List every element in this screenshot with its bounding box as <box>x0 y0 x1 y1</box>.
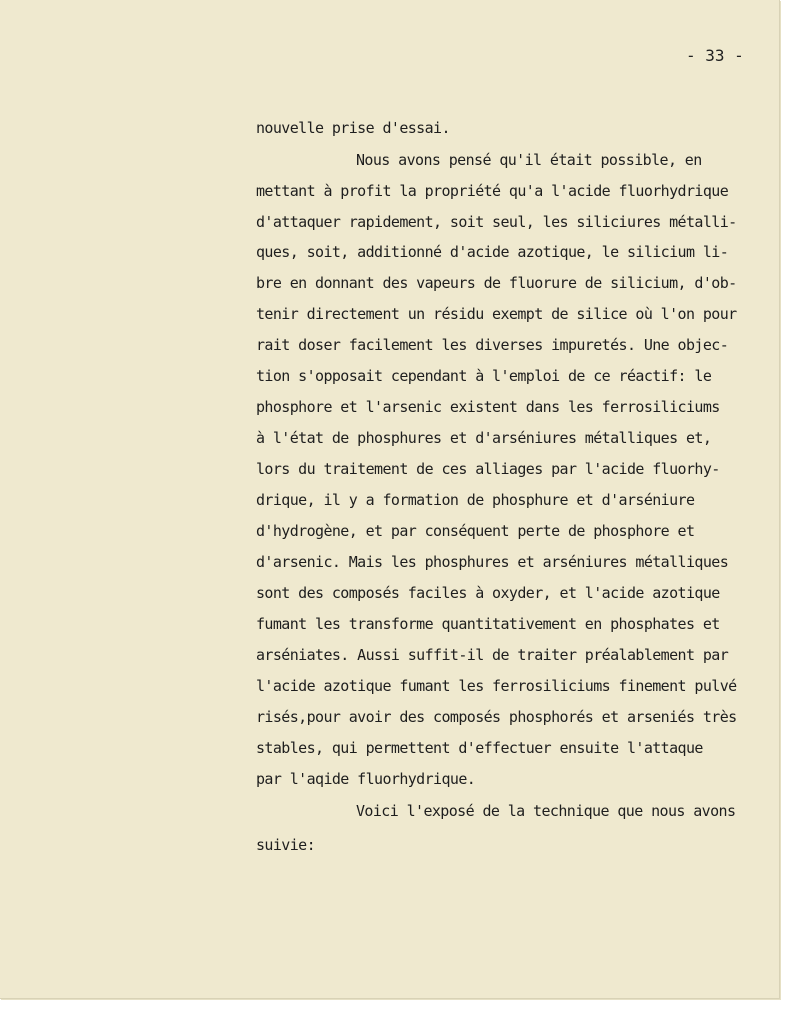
text-line: phosphore et l'arsenic existent dans les ferrosiliciums <box>256 398 720 416</box>
text-line: sont des composés faciles à oxyder, et l'acide azotique <box>256 584 720 602</box>
text-line: tenir directement un résidu exempt de silice où l'on pour <box>256 305 737 323</box>
text-line: risés,pour avoir des composés phosphorés et arseniés très <box>256 708 737 726</box>
text-line: Nous avons pensé qu'il était possible, en <box>356 151 702 169</box>
text-line: mettant à profit la propriété qu'a l'acide fluorhydrique <box>256 182 729 200</box>
text-line: d'attaquer rapidement, soit seul, les siliciures métalli- <box>256 213 737 231</box>
text-line: fumant les transforme quantitativement en phosphates et <box>256 615 720 633</box>
text-line: bre en donnant des vapeurs de fluorure de silicium, d'ob- <box>256 274 737 292</box>
page-number: - 33 - <box>686 46 744 65</box>
text-line: lors du traitement de ces alliages par l'acide fluorhy- <box>256 460 720 478</box>
text-line: Voici l'exposé de la technique que nous avons <box>356 802 736 820</box>
text-line: d'arsenic. Mais les phosphures et arséniures métalliques <box>256 553 729 571</box>
text-line: à l'état de phosphures et d'arséniures métalliques et, <box>256 429 712 447</box>
text-line: tion s'opposait cependant à l'emploi de ce réactif: le <box>256 367 712 385</box>
text-line: l'acide azotique fumant les ferrosiliciums finement pulvé <box>256 677 737 695</box>
text-line: drique, il y a formation de phosphure et d'arséniure <box>256 491 695 509</box>
text-line: par l'aqide fluorhydrique. <box>256 770 476 788</box>
text-line: d'hydrogène, et par conséquent perte de phosphore et <box>256 522 695 540</box>
text-line: stables, qui permettent d'effectuer ensuite l'attaque <box>256 739 703 757</box>
text-line: arséniates. Aussi suffit-il de traiter préalablement par <box>256 646 729 664</box>
text-line: suivie: <box>256 836 316 854</box>
text-line: ques, soit, additionné d'acide azotique, le silicium li- <box>256 243 729 261</box>
text-line: rait doser facilement les diverses impuretés. Une objec- <box>256 336 729 354</box>
text-line: nouvelle prise d'essai. <box>256 119 450 137</box>
